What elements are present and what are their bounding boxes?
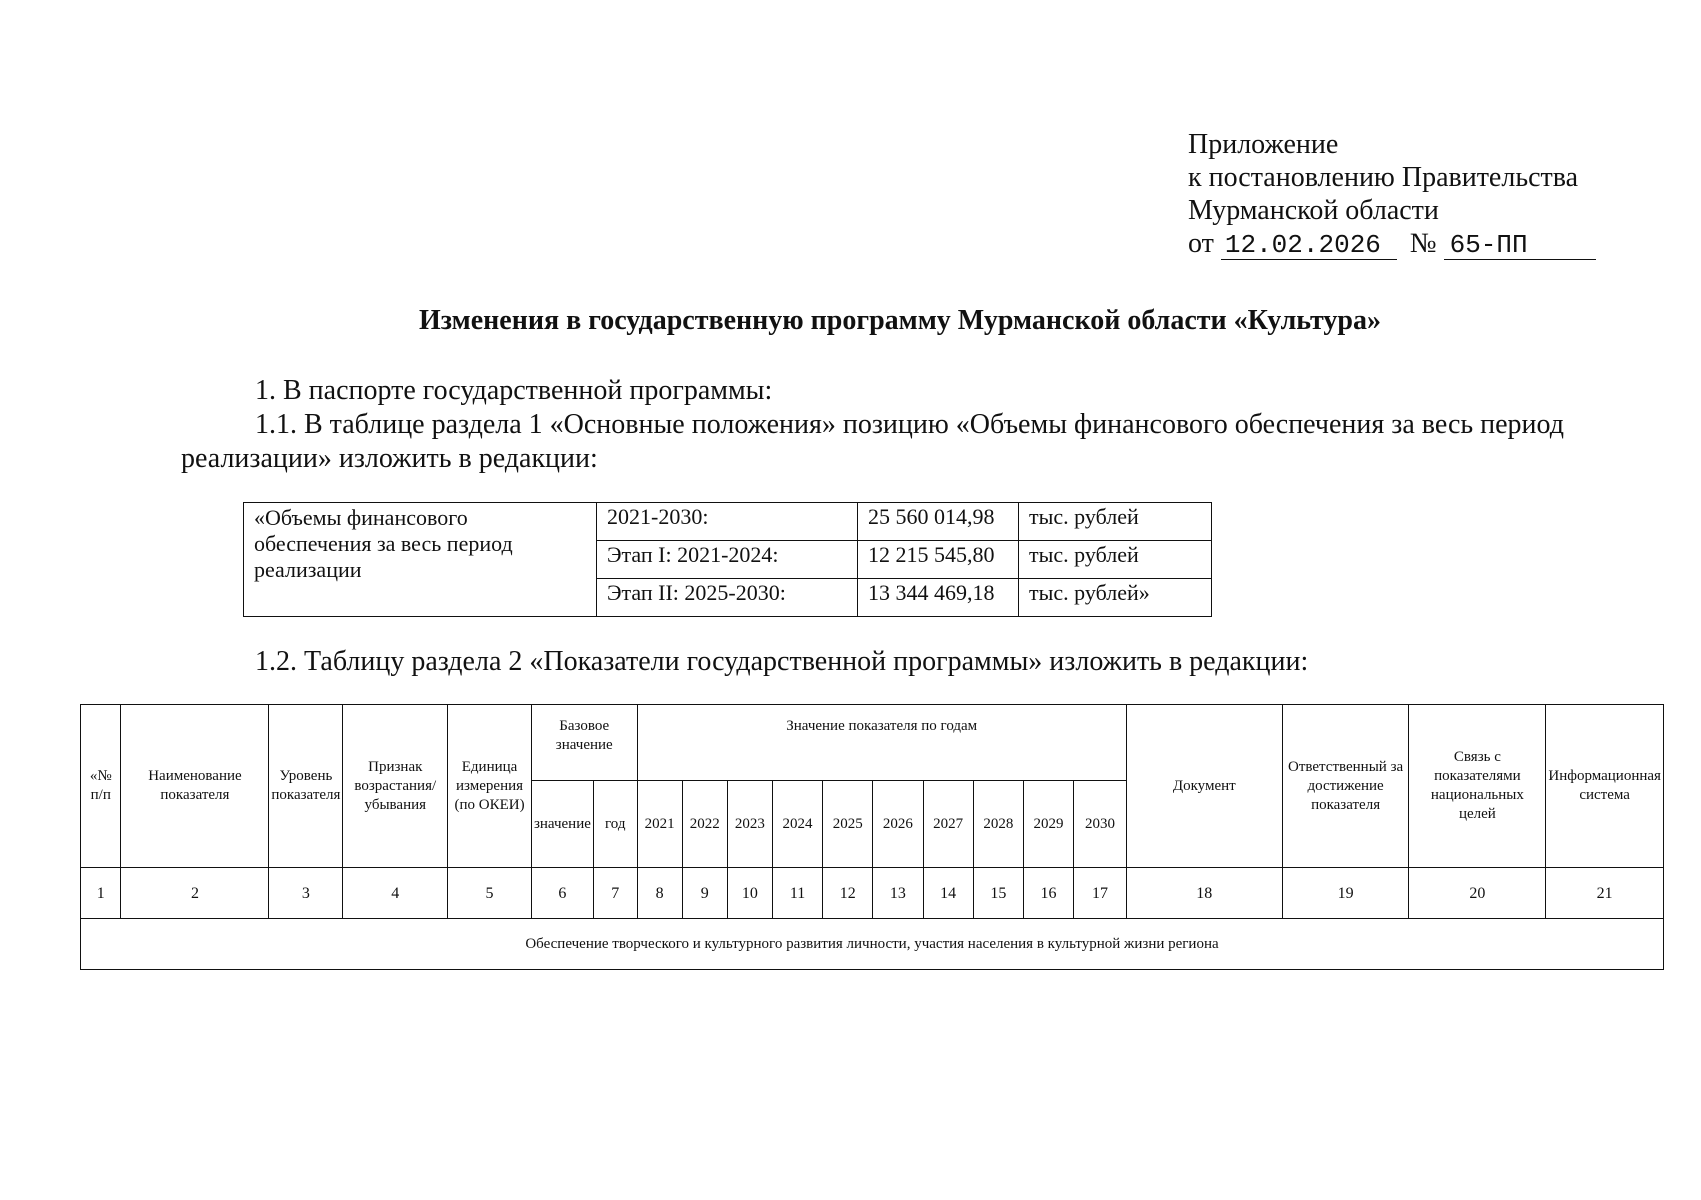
header-num: «№ п/п	[81, 705, 121, 868]
finance-period: Этап I: 2021-2024:	[597, 541, 858, 579]
header-year: 2027	[923, 781, 973, 868]
column-number: 10	[727, 868, 772, 919]
column-number: 20	[1409, 868, 1546, 919]
column-numbers-row	[81, 868, 1664, 919]
column-number: 15	[973, 868, 1023, 919]
finance-unit: тыс. рублей»	[1019, 579, 1212, 617]
header-year: 2028	[973, 781, 1023, 868]
header-year: 2023	[727, 781, 772, 868]
finance-label: «Объемы финансового обеспечения за весь период реализации	[244, 503, 597, 617]
header-level: Уровень показателя	[269, 705, 343, 868]
finance-unit: тыс. рублей	[1019, 541, 1212, 579]
paragraph-1: 1. В паспорте государственной программы:	[255, 375, 773, 406]
header-responsible: Ответственный за достижение показателя	[1282, 705, 1409, 868]
paragraph-1-1-line2: реализации» изложить в редакции:	[181, 443, 598, 474]
header-trend: Признак возрастания/ убывания	[343, 705, 448, 868]
finance-unit: тыс. рублей	[1019, 503, 1212, 541]
appendix-title: Приложение	[1188, 129, 1339, 160]
column-number: 17	[1074, 868, 1127, 919]
header-year: 2022	[682, 781, 727, 868]
appendix-resolution-line: к постановлению Правительства	[1188, 162, 1579, 193]
finance-period: Этап II: 2025-2030:	[597, 579, 858, 617]
column-number: 8	[637, 868, 682, 919]
column-number: 13	[873, 868, 923, 919]
finance-amount: 13 344 469,18	[858, 579, 1019, 617]
resolution-date: 12.02.2026	[1221, 231, 1397, 260]
paragraph-1-1-line1: 1.1. В таблице раздела 1 «Основные положения» позицию «Объемы финансового обеспечения за весь период	[255, 409, 1564, 440]
header-base-value: значение	[531, 781, 593, 868]
from-label: от	[1188, 228, 1214, 259]
finance-amount: 25 560 014,98	[858, 503, 1019, 541]
column-number: 18	[1126, 868, 1282, 919]
column-number: 16	[1023, 868, 1073, 919]
column-number: 11	[772, 868, 822, 919]
header-year: 2026	[873, 781, 923, 868]
header-row-1	[81, 705, 1664, 781]
finance-row	[244, 503, 1212, 541]
column-number: 6	[531, 868, 593, 919]
header-name: Наименование показателя	[121, 705, 269, 868]
column-number: 21	[1546, 868, 1664, 919]
header-values-by-year: Значение показателя по годам	[637, 705, 1126, 781]
header-year: 2029	[1023, 781, 1073, 868]
header-year: 2030	[1074, 781, 1127, 868]
appendix-block	[1188, 128, 1596, 260]
column-number: 2	[121, 868, 269, 919]
header-unit: Единица измерения (по ОКЕИ)	[448, 705, 532, 868]
finance-period: 2021-2030:	[597, 503, 858, 541]
header-year: 2024	[772, 781, 822, 868]
column-number: 5	[448, 868, 532, 919]
column-number: 12	[823, 868, 873, 919]
section-title: Обеспечение творческого и культурного развития личности, участия населения в культурной жизни региона	[81, 919, 1664, 970]
header-year: 2025	[823, 781, 873, 868]
header-document: Документ	[1126, 705, 1282, 868]
indicators-table	[80, 704, 1664, 970]
resolution-number: 65-ПП	[1444, 231, 1596, 260]
finance-amount: 12 215 545,80	[858, 541, 1019, 579]
header-base: Базовое значение	[531, 705, 637, 781]
header-infosystem: Информационная система	[1546, 705, 1664, 868]
finance-table	[243, 502, 1212, 617]
document-title: Изменения в государственную программу Мурманской области «Культура»	[419, 305, 1381, 336]
paragraph-1-2: 1.2. Таблицу раздела 2 «Показатели государственной программы» изложить в редакции:	[255, 646, 1309, 677]
appendix-date-line	[1188, 227, 1596, 260]
appendix-region-line: Мурманской области	[1188, 195, 1439, 226]
column-number: 4	[343, 868, 448, 919]
number-label: №	[1409, 228, 1437, 259]
column-number: 14	[923, 868, 973, 919]
section-row	[81, 919, 1664, 970]
header-year: 2021	[637, 781, 682, 868]
column-number: 7	[593, 868, 637, 919]
column-number: 19	[1282, 868, 1409, 919]
header-base-year: год	[593, 781, 637, 868]
column-number: 9	[682, 868, 727, 919]
column-number: 1	[81, 868, 121, 919]
column-number: 3	[269, 868, 343, 919]
header-link: Связь с показателями национальных целей	[1409, 705, 1546, 868]
